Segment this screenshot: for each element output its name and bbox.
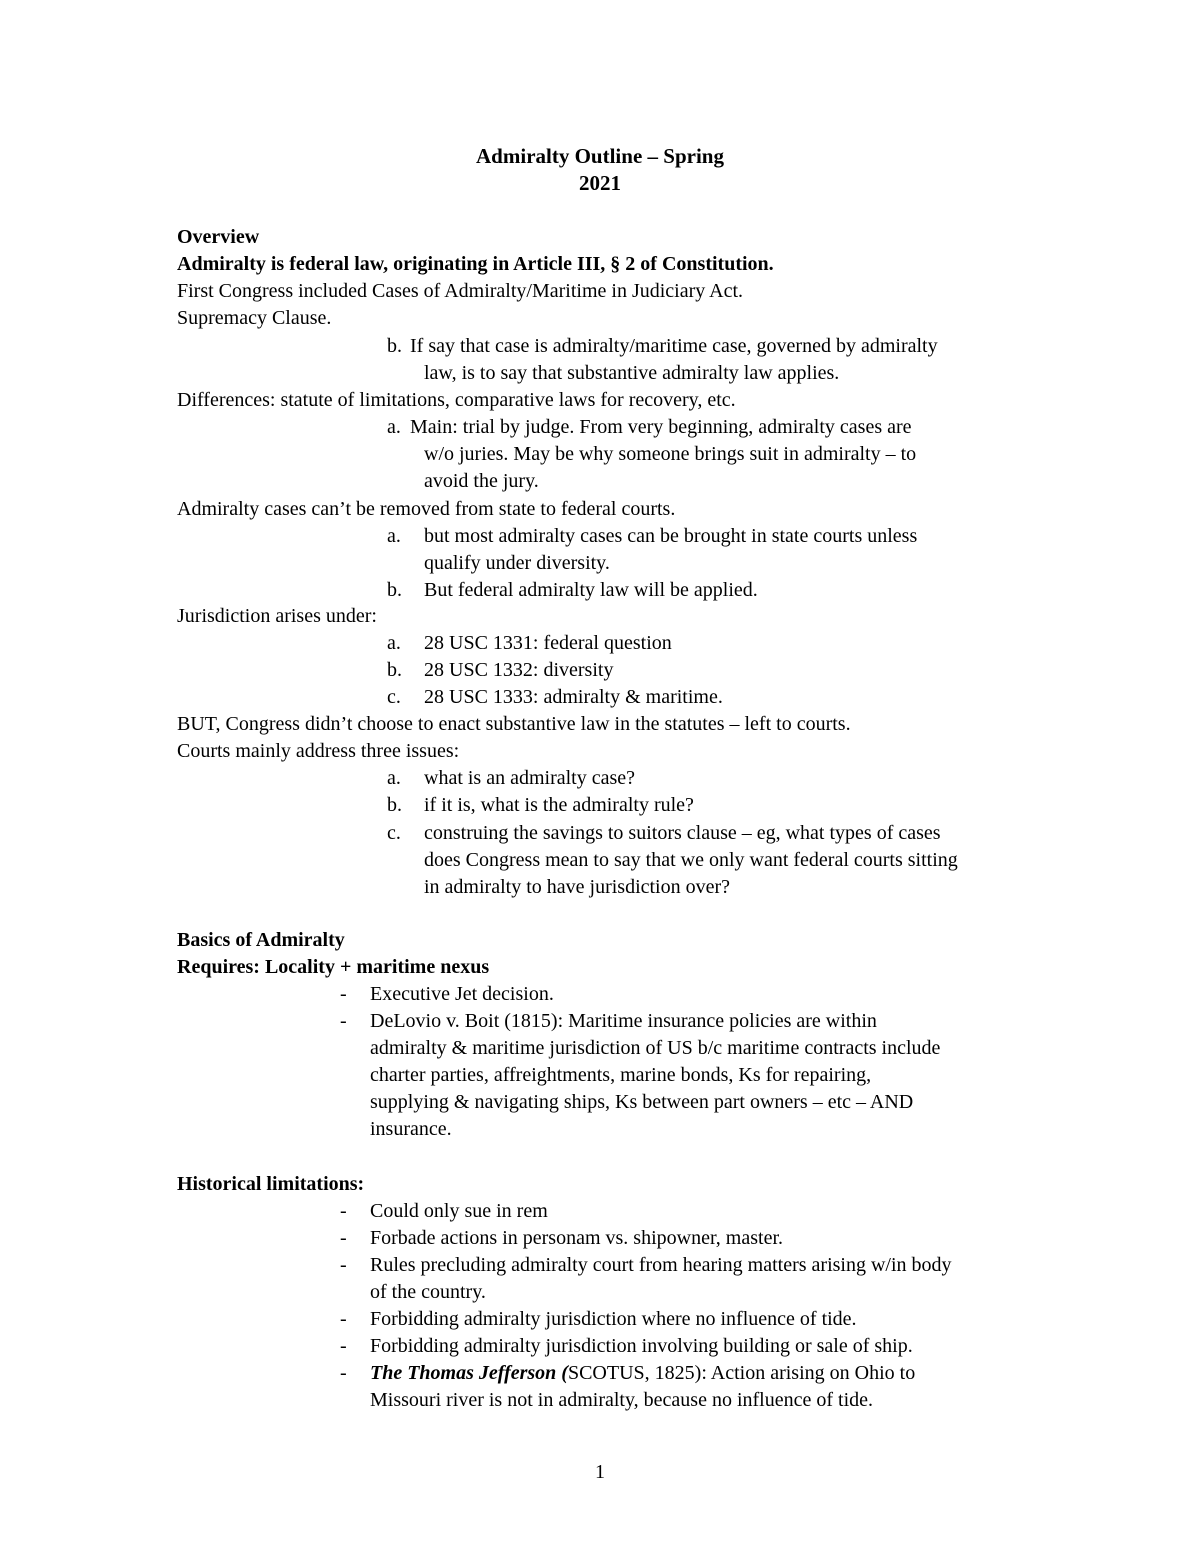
list-marker: a. <box>387 767 401 789</box>
list-item-text: Forbade actions in personam vs. shipowner, master. <box>370 1227 784 1249</box>
list-item-text: DeLovio v. Boit (1815): Maritime insurance policies are within <box>370 1010 877 1032</box>
list-item-text: Forbidding admiralty jurisdiction involving building or sale of ship. <box>370 1335 913 1357</box>
overview-bold-statement: Admiralty is federal law, originating in Article III, § 2 of Constitution. <box>177 253 774 275</box>
list-item-text: of the country. <box>370 1281 486 1303</box>
list-item-text: insurance. <box>370 1118 452 1140</box>
list-item-text: avoid the jury. <box>424 470 539 492</box>
document-title-line-1: Admiralty Outline – Spring <box>476 144 724 168</box>
list-item-text: 28 USC 1332: diversity <box>424 659 614 681</box>
bullet-dash: - <box>340 1200 347 1222</box>
list-item-text: If say that case is admiralty/maritime case, governed by admiralty <box>410 335 938 357</box>
list-item-text: qualify under diversity. <box>424 552 610 574</box>
list-item-text: Could only sue in rem <box>370 1200 548 1222</box>
list-marker: b. <box>387 794 402 816</box>
list-marker: a. <box>387 632 401 654</box>
list-marker: c. <box>387 686 401 708</box>
list-item-text: 28 USC 1331: federal question <box>424 632 672 654</box>
list-marker: b. <box>387 579 402 601</box>
list-item-text: w/o juries. May be why someone brings suit in admiralty – to <box>424 443 917 465</box>
overview-line: Supremacy Clause. <box>177 307 332 329</box>
list-item-text: what is an admiralty case? <box>424 767 636 789</box>
case-name: The Thomas Jefferson ( <box>370 1362 568 1384</box>
page-number: 1 <box>595 1461 605 1483</box>
bullet-dash: - <box>340 1308 347 1330</box>
list-item-text: 28 USC 1333: admiralty & maritime. <box>424 686 723 708</box>
list-item-text: Executive Jet decision. <box>370 983 554 1005</box>
overview-line: Differences: statute of limitations, comparative laws for recovery, etc. <box>177 389 736 411</box>
bullet-dash: - <box>340 1362 347 1384</box>
list-item-text: Rules precluding admiralty court from hearing matters arising w/in body <box>370 1254 952 1276</box>
list-marker: b. <box>387 659 402 681</box>
list-item-text <box>370 1360 915 1387</box>
list-item-text: charter parties, affreightments, marine bonds, Ks for repairing, <box>370 1064 872 1086</box>
list-item-text: admiralty & maritime jurisdiction of US b/c maritime contracts include <box>370 1037 941 1059</box>
list-item-text: in admiralty to have jurisdiction over? <box>424 876 731 898</box>
bullet-dash: - <box>340 1010 347 1032</box>
overview-line: Admiralty cases can’t be removed from state to federal courts. <box>177 498 676 520</box>
list-item-text: but most admiralty cases can be brought in state courts unless <box>424 525 918 547</box>
list-item-text: if it is, what is the admiralty rule? <box>424 794 694 816</box>
list-marker: c. <box>387 822 401 844</box>
bullet-dash: - <box>340 1227 347 1249</box>
section-heading-basics: Basics of Admiralty <box>177 929 345 951</box>
list-item-text: Main: trial by judge. From very beginning, admiralty cases are <box>410 416 912 438</box>
list-marker: a. <box>387 525 401 547</box>
list-item-text: does Congress mean to say that we only want federal courts sitting <box>424 849 958 871</box>
overview-line: Courts mainly address three issues: <box>177 740 460 762</box>
list-item-text: law, is to say that substantive admiralty law applies. <box>424 362 840 384</box>
list-item-text: supplying & navigating ships, Ks between part owners – etc – AND <box>370 1091 914 1113</box>
bullet-dash: - <box>340 1335 347 1357</box>
document-title-line-2: 2021 <box>579 171 621 195</box>
section-heading-overview: Overview <box>177 226 260 248</box>
list-item-text: Missouri river is not in admiralty, because no influence of tide. <box>370 1389 874 1411</box>
list-item-text: construing the savings to suitors clause – eg, what types of cases <box>424 822 941 844</box>
list-item-text: But federal admiralty law will be applied. <box>424 579 758 601</box>
list-marker: b. <box>387 335 402 357</box>
overview-line: Jurisdiction arises under: <box>177 605 377 627</box>
overview-line: BUT, Congress didn’t choose to enact substantive law in the statutes – left to courts. <box>177 713 851 735</box>
bullet-dash: - <box>340 983 347 1005</box>
overview-line: First Congress included Cases of Admiralty/Maritime in Judiciary Act. <box>177 280 744 302</box>
section-heading-historical: Historical limitations: <box>177 1173 365 1195</box>
list-marker: a. <box>387 416 401 438</box>
list-item-text: Forbidding admiralty jurisdiction where no influence of tide. <box>370 1308 857 1330</box>
bullet-dash: - <box>340 1254 347 1276</box>
case-description: SCOTUS, 1825): Action arising on Ohio to <box>567 1362 916 1384</box>
basics-subheading: Requires: Locality + maritime nexus <box>177 956 490 978</box>
